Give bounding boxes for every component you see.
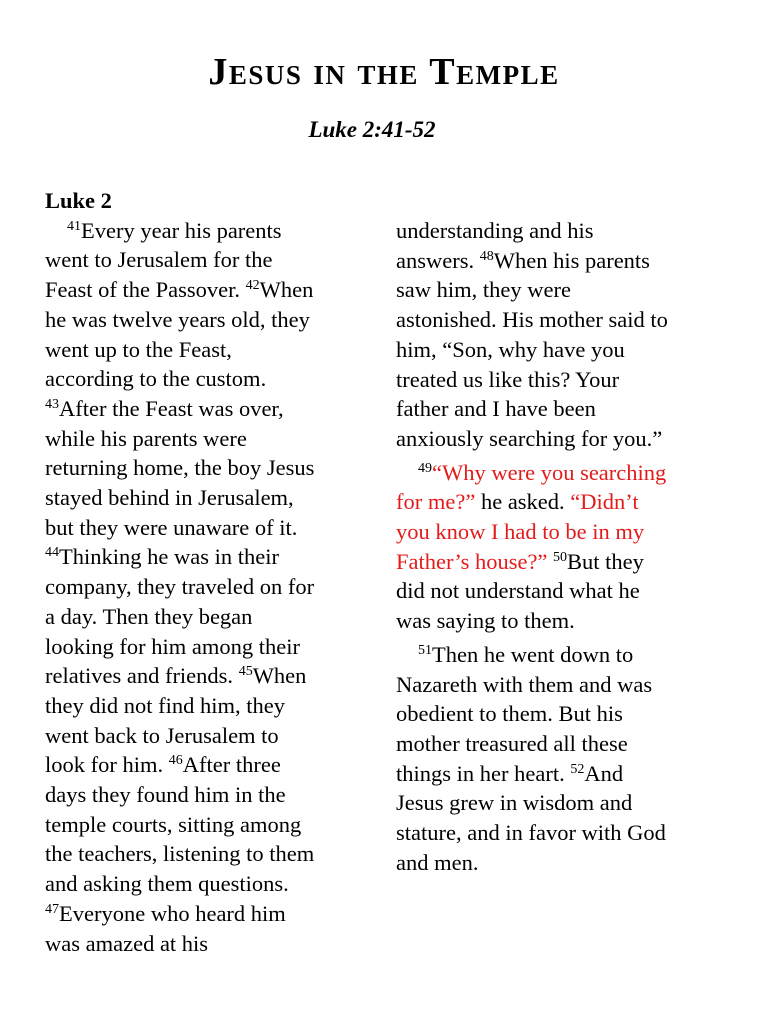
text-line — [45, 394, 357, 424]
verse-number: 52 — [570, 761, 585, 777]
text-line: went up to the Feast, — [45, 336, 232, 362]
verse-number: 45 — [238, 664, 253, 680]
verse-text: Everyone who heard him — [59, 900, 286, 926]
text-line: and men. — [396, 849, 479, 875]
words-of-jesus: Father’s house?” — [396, 548, 548, 574]
text-line — [396, 759, 706, 789]
verse-text: Every year his parents — [81, 217, 282, 243]
text-line: a day. Then they began — [45, 603, 253, 629]
text-line — [45, 661, 357, 691]
text-line: but they were unaware of it. — [45, 514, 298, 540]
paragraph-verses-51-52 — [396, 640, 706, 878]
text-line — [45, 899, 357, 929]
right-column — [396, 216, 706, 877]
text-line: and asking them questions. — [45, 871, 289, 897]
text-line: temple courts, sitting among — [45, 811, 302, 837]
text-line — [396, 487, 706, 517]
verse-number: 51 — [418, 642, 432, 658]
text-line: went to Jerusalem for the — [45, 247, 273, 273]
left-column — [45, 186, 357, 958]
text-line: treated us like this? Your — [396, 366, 620, 392]
verse-text: Thinking he was in their — [59, 544, 279, 570]
verse-number: 44 — [45, 545, 59, 561]
verse-text: look for him. — [45, 752, 169, 778]
text-line: returning home, the boy Jesus — [45, 455, 315, 481]
text-line: while his parents were — [45, 425, 247, 451]
verse-number: 50 — [553, 549, 568, 565]
verse-number: 48 — [479, 248, 494, 264]
text-line: went back to Jerusalem to — [45, 722, 279, 748]
text-line: he was twelve years old, they — [45, 306, 310, 332]
text-line: stayed behind in Jerusalem, — [45, 485, 294, 511]
verse-text: Then he went down to — [432, 641, 634, 667]
verse-text: things in her heart. — [396, 760, 571, 786]
text-line: astonished. His mother said to — [396, 307, 668, 333]
words-of-jesus: “Didn’t — [570, 489, 639, 515]
paragraph-verse-47-48-cont — [396, 216, 706, 454]
text-line: saw him, they were — [396, 277, 571, 303]
words-of-jesus: you know I had to be in my — [396, 519, 645, 545]
paragraph-verses-41-47 — [45, 216, 357, 959]
verse-text: And — [584, 760, 624, 786]
text-line — [396, 640, 706, 670]
text-line: did not understand what he — [396, 578, 640, 604]
verse-text: After the Feast was over, — [59, 395, 284, 421]
text-line — [396, 246, 706, 276]
verse-text: But they — [567, 548, 644, 574]
page-title: Jesus in the Temple — [208, 51, 560, 93]
text-line — [396, 458, 706, 488]
verse-text: he asked. — [475, 489, 571, 515]
scripture-reference: Luke 2:41-52 — [308, 117, 436, 142]
text-line: anxiously searching for you.” — [396, 425, 663, 451]
verse-text: When — [252, 663, 307, 689]
text-line: Jesus grew in wisdom and — [396, 790, 633, 816]
verse-number: 41 — [67, 218, 81, 234]
verse-number: 47 — [45, 901, 59, 917]
verse-text: answers. — [396, 247, 480, 273]
verse-number: 42 — [245, 278, 260, 294]
words-of-jesus: “Why were you searching — [432, 459, 667, 485]
words-of-jesus: for me?” — [396, 489, 476, 515]
text-line: obedient to them. But his — [396, 701, 623, 727]
text-line: stature, and in favor with God — [396, 820, 666, 846]
text-line — [396, 547, 706, 577]
text-line — [45, 216, 357, 246]
text-line — [45, 542, 357, 572]
text-line: was saying to them. — [396, 608, 575, 634]
verse-number: 46 — [168, 753, 183, 769]
text-line: days they found him in the — [45, 782, 286, 808]
verse-number: 43 — [45, 396, 59, 412]
text-line: was amazed at his — [45, 930, 209, 956]
text-line: looking for him among their — [45, 633, 300, 659]
verse-text: When — [259, 277, 314, 303]
text-line: according to the custom. — [45, 366, 267, 392]
text-line: him, “Son, why have you — [396, 336, 625, 362]
text-line: understanding and his — [396, 218, 594, 243]
text-line: mother treasured all these — [396, 730, 628, 756]
text-line: company, they traveled on for — [45, 574, 315, 600]
chapter-heading: Luke 2 — [45, 188, 112, 213]
text-line: they did not find him, they — [45, 692, 285, 718]
verse-text: When his parents — [493, 247, 650, 273]
text-line — [45, 275, 357, 305]
text-line: father and I have been — [396, 396, 596, 422]
text-line: the teachers, listening to them — [45, 841, 315, 867]
paragraph-verses-49-50 — [396, 458, 706, 636]
verse-text: Feast of the Passover. — [45, 277, 246, 303]
verse-text: relatives and friends. — [45, 663, 239, 689]
verse-number: 49 — [418, 460, 432, 476]
verse-text: After three — [182, 752, 281, 778]
text-line — [45, 750, 357, 780]
text-line: Nazareth with them and was — [396, 671, 653, 697]
